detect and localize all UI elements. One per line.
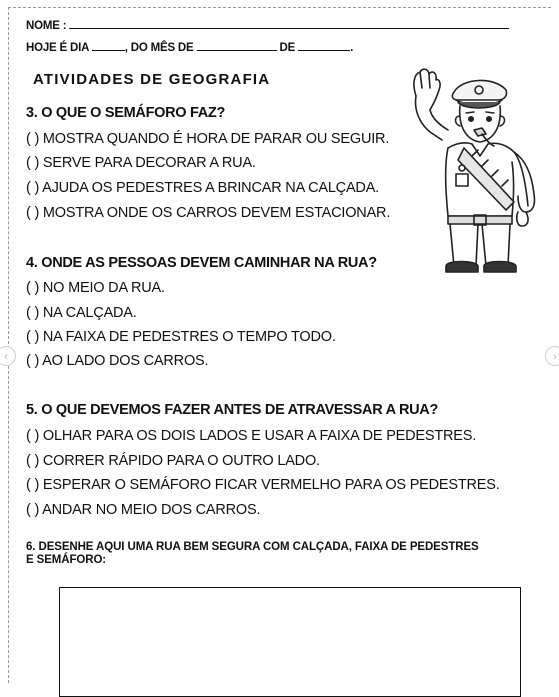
question-6-title-line-1: 6. DESENHE AQUI UMA RUA BEM SEGURA COM CALÇADA, FAIXA DE PEDESTRES xyxy=(26,541,479,553)
question-4-option-1: ( ) NO MEIO DA RUA. xyxy=(26,280,165,296)
question-4-title: 4. ONDE AS PESSOAS DEVEM CAMINHAR NA RUA? xyxy=(26,255,377,271)
question-5-option-1: ( ) OLHAR PARA OS DOIS LADOS E USAR A FAIXA DE PEDESTRES. xyxy=(26,428,477,444)
question-4-option-2: ( ) NA CALÇADA. xyxy=(26,305,137,321)
question-3-option-2: ( ) SERVE PARA DECORAR A RUA. xyxy=(26,155,256,171)
question-5-option-2: ( ) CORRER RÁPIDO PARA O OUTRO LADO. xyxy=(26,453,320,469)
next-page-button[interactable] xyxy=(545,346,559,366)
question-3-option-3: ( ) AJUDA OS PEDESTRES A BRINCAR NA CALÇADA. xyxy=(26,180,379,196)
month-blank xyxy=(197,39,277,51)
page-border-left xyxy=(8,7,9,683)
question-5-option-4: ( ) ANDAR NO MEIO DOS CARROS. xyxy=(26,502,261,518)
date-month-label: , DO MÊS DE xyxy=(124,42,194,54)
question-4-option-3: ( ) NA FAIXA DE PEDESTRES O TEMPO TODO. xyxy=(26,329,336,345)
question-3-option-1: ( ) MOSTRA QUANDO É HORA DE PARAR OU SEGUIR. xyxy=(26,131,390,147)
drawing-area[interactable] xyxy=(59,587,521,697)
chevron-left-icon: ‹ xyxy=(4,349,8,363)
question-5-option-3: ( ) ESPERAR O SEMÁFORO FICAR VERMELHO PARA OS PEDESTRES. xyxy=(26,477,500,493)
traffic-officer-illustration xyxy=(402,66,554,276)
date-line xyxy=(26,39,353,54)
name-label: NOME : xyxy=(26,20,67,32)
date-year-label: DE xyxy=(279,42,296,54)
name-blank xyxy=(69,17,509,29)
question-3-option-4: ( ) MOSTRA ONDE OS CARROS DEVEM ESTACIONAR. xyxy=(26,205,391,221)
year-blank xyxy=(298,39,350,51)
page-border-top xyxy=(8,7,551,8)
question-4-option-4: ( ) AO LADO DOS CARROS. xyxy=(26,353,209,369)
question-3-title: 3. O QUE O SEMÁFORO FAZ? xyxy=(26,105,226,121)
name-line xyxy=(26,17,509,32)
page-title: ATIVIDADES DE GEOGRAFIA xyxy=(33,71,271,88)
date-prefix: HOJE É DIA xyxy=(26,42,89,54)
chevron-right-icon: › xyxy=(553,349,557,363)
date-end: . xyxy=(350,42,354,54)
day-blank xyxy=(92,39,125,51)
prev-page-button[interactable] xyxy=(0,346,16,366)
question-6-title-line-2: E SEMÁFORO: xyxy=(26,554,107,566)
question-5-title: 5. O QUE DEVEMOS FAZER ANTES DE ATRAVESSAR A RUA? xyxy=(26,402,439,418)
